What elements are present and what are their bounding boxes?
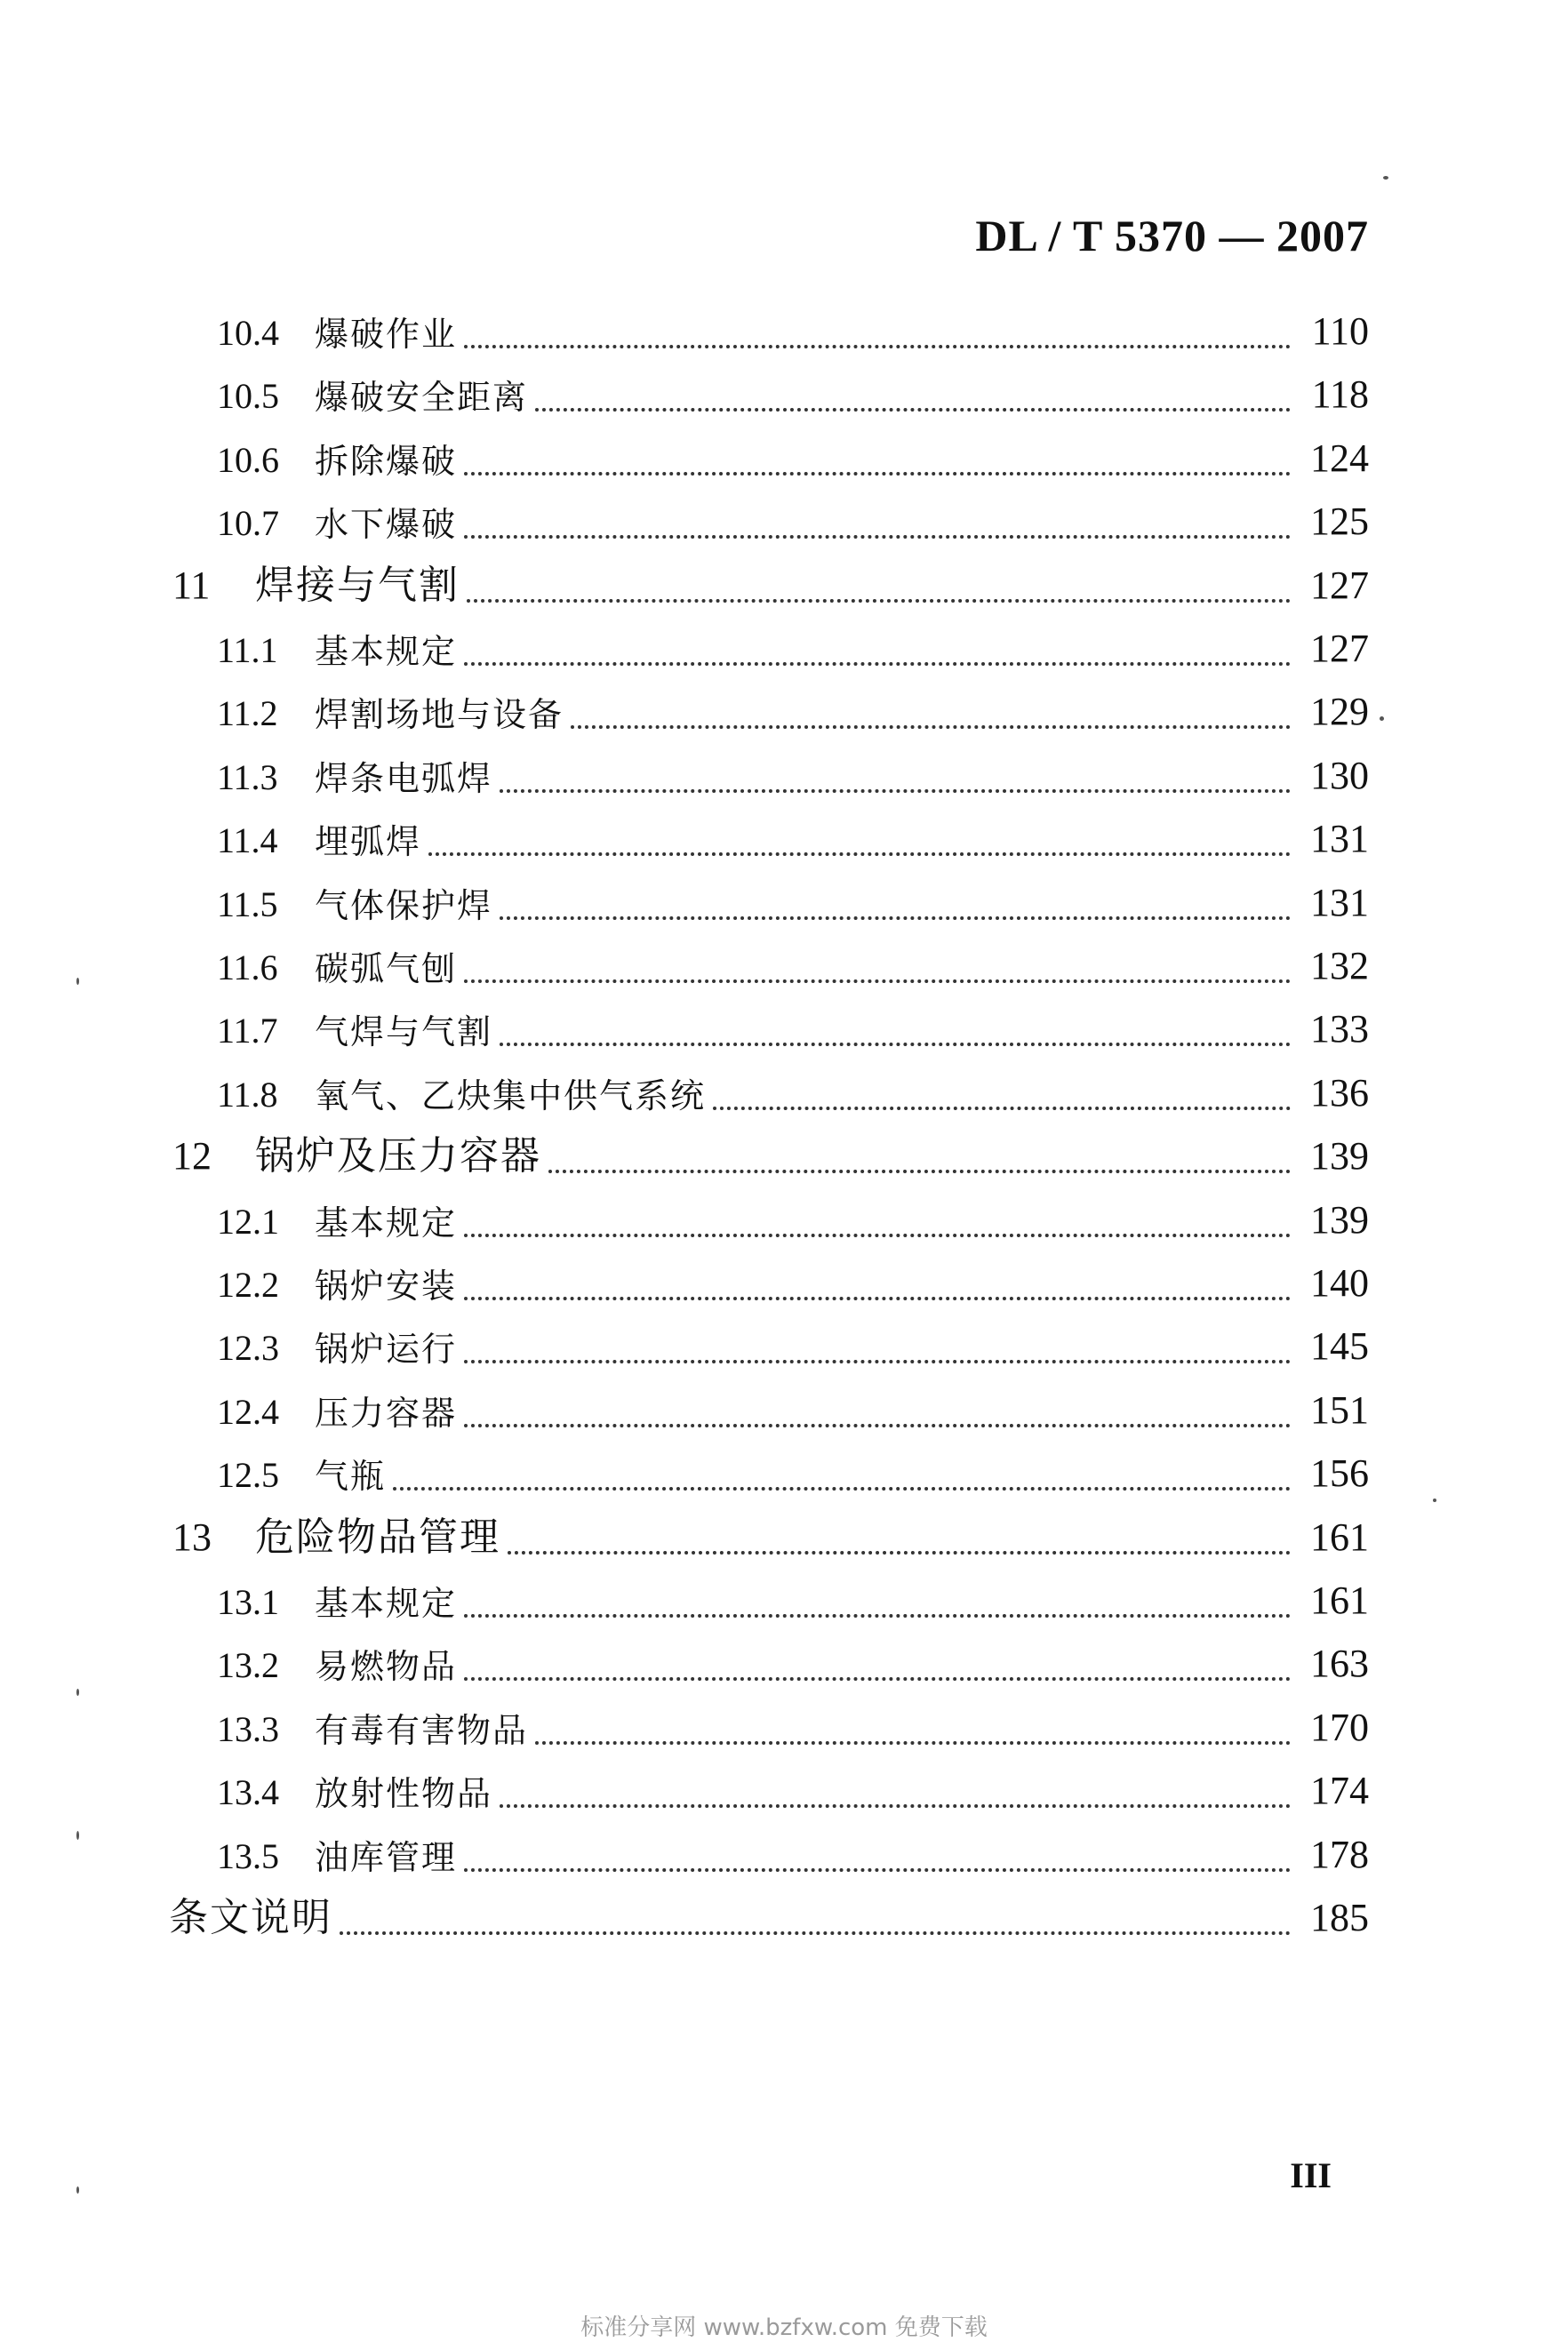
toc-entry-title: 焊接与气割 (255, 562, 460, 608)
toc-entry-number: 12.1 (217, 1201, 279, 1242)
scan-speck (1383, 176, 1388, 180)
toc-entry-number: 13.5 (217, 1835, 279, 1876)
toc-entry-number: 10.5 (217, 376, 279, 417)
toc-entry-page: 156 (1310, 1451, 1369, 1496)
toc-entry-title: 爆破作业 (315, 315, 458, 354)
toc-entry-number: 12.5 (217, 1455, 279, 1496)
toc-entry-number: 12.4 (217, 1391, 279, 1432)
toc-leader-dots (340, 1931, 1291, 1935)
toc-entry-page: 136 (1310, 1070, 1369, 1115)
toc-leader-dots (393, 1487, 1291, 1491)
scan-speck (1380, 716, 1384, 721)
toc-entry-title: 气焊与气割 (315, 1012, 493, 1052)
toc-entry-title: 埋弧焊 (315, 822, 422, 862)
toc-entry-page: 110 (1311, 309, 1369, 353)
toc-entry-number: 11.4 (217, 820, 278, 861)
toc-entry-number: 11.2 (217, 693, 278, 734)
toc-leader-dots (464, 662, 1291, 666)
toc-entry-title: 气瓶 (315, 1457, 387, 1497)
toc-entry-page: 127 (1310, 627, 1369, 670)
toc-entry[interactable] (0, 428, 1568, 490)
toc-entry[interactable] (0, 1570, 1568, 1632)
toc-entry-title: 有毒有害物品 (315, 1710, 529, 1750)
toc-entry-page: 131 (1310, 817, 1369, 861)
toc-entry[interactable] (0, 1697, 1568, 1759)
toc-entry[interactable] (0, 935, 1568, 997)
toc-entry-number: 11.1 (217, 630, 278, 670)
toc-entry[interactable] (0, 745, 1568, 807)
toc-leader-dots (535, 1741, 1291, 1745)
toc-entry-title: 锅炉安装 (315, 1267, 458, 1306)
toc-entry[interactable] (0, 1633, 1568, 1695)
toc-entry-title: 爆破安全距离 (315, 378, 529, 418)
toc-leader-dots (464, 1677, 1291, 1681)
scan-speck (76, 978, 79, 985)
toc-entry[interactable] (0, 1125, 1568, 1187)
toc-entry-page: 118 (1311, 372, 1369, 417)
toc-leader-dots (548, 1170, 1291, 1173)
scan-speck (76, 1689, 79, 1696)
toc-entry-number: 11.6 (217, 947, 278, 987)
toc-entry[interactable] (0, 998, 1568, 1060)
toc-entry-number: 13.2 (217, 1645, 279, 1686)
toc-entry-title: 水下爆破 (315, 505, 458, 545)
toc-entry-title: 焊割场地与设备 (315, 695, 564, 735)
toc-entry-title: 氧气、乙炔集中供气系统 (315, 1075, 707, 1115)
toc-entry[interactable] (0, 1252, 1568, 1315)
toc-entry-number: 13 (172, 1515, 212, 1559)
toc-leader-dots (464, 535, 1291, 539)
toc-entry-number: 11.3 (217, 756, 278, 797)
toc-entry-number: 13.1 (217, 1582, 279, 1622)
toc-entry-title: 易燃物品 (315, 1647, 458, 1687)
toc-entry-number: 12 (172, 1134, 212, 1179)
toc-entry-title: 油库管理 (315, 1837, 458, 1877)
toc-entry[interactable] (0, 681, 1568, 743)
toc-entry[interactable] (0, 808, 1568, 870)
toc-entry-title: 放射性物品 (315, 1774, 493, 1814)
toc-leader-dots (464, 1297, 1291, 1300)
toc-entry-page: 145 (1310, 1324, 1369, 1369)
toc-entry-number: 11.5 (217, 883, 278, 924)
toc-entry-page: 132 (1310, 944, 1369, 987)
toc-leader-dots (464, 979, 1291, 983)
toc-entry-number: 10.6 (217, 439, 279, 480)
toc-leader-dots (500, 789, 1291, 793)
toc-leader-dots (464, 1614, 1291, 1618)
toc-entry-title: 气体保护焊 (315, 885, 493, 925)
toc-entry-title: 条文说明 (169, 1895, 332, 1940)
toc-entry[interactable] (0, 1062, 1568, 1124)
toc-entry-title: 基本规定 (315, 1203, 458, 1243)
toc-leader-dots (464, 345, 1291, 348)
toc-entry[interactable] (0, 618, 1568, 680)
toc-entry-page: 131 (1310, 880, 1369, 924)
toc-entry-page: 161 (1310, 1515, 1369, 1559)
page-number: III (1290, 2155, 1332, 2195)
toc-leader-dots (508, 1551, 1291, 1555)
toc-leader-dots (713, 1107, 1291, 1110)
toc-entry-page: 151 (1310, 1387, 1369, 1432)
toc-entry-title: 危险物品管理 (255, 1514, 500, 1560)
toc-entry-page: 163 (1310, 1642, 1369, 1686)
toc-entry-page: 178 (1310, 1832, 1369, 1876)
toc-entry-number: 13.4 (217, 1772, 279, 1813)
toc-entry[interactable] (0, 491, 1568, 553)
toc-entry[interactable] (0, 555, 1568, 617)
toc-leader-dots (500, 916, 1291, 920)
toc-leader-dots (428, 852, 1291, 856)
toc-entry-title: 锅炉及压力容器 (255, 1133, 541, 1179)
toc-entry[interactable] (0, 300, 1568, 363)
toc-entry-title: 拆除爆破 (315, 441, 458, 481)
toc-entry-page: 124 (1310, 436, 1369, 480)
toc-entry-page: 185 (1310, 1896, 1369, 1939)
document-code: DL / T 5370 — 2007 (975, 211, 1369, 260)
toc-entry[interactable] (0, 1189, 1568, 1251)
toc-entry-title: 焊条电弧焊 (315, 758, 493, 798)
toc-leader-dots (467, 599, 1291, 603)
toc-entry-page: 174 (1310, 1769, 1369, 1813)
toc-leader-dots (535, 408, 1291, 412)
toc-leader-dots (464, 1234, 1291, 1237)
toc-entry-title: 基本规定 (315, 632, 458, 671)
toc-entry-page: 127 (1310, 563, 1369, 607)
scan-speck (76, 2186, 79, 2194)
toc-leader-dots (464, 1868, 1291, 1872)
toc-entry-number: 11 (172, 563, 211, 607)
toc-entry-number: 11.8 (217, 1074, 278, 1115)
toc-entry-page: 125 (1310, 500, 1369, 544)
toc-entry-page: 170 (1310, 1705, 1369, 1749)
toc-entry[interactable] (0, 1760, 1568, 1822)
toc-entry-page: 130 (1310, 753, 1369, 797)
scan-speck (76, 1831, 79, 1840)
toc-entry[interactable] (0, 1315, 1568, 1378)
toc-entry-page: 140 (1310, 1261, 1369, 1305)
toc-entry[interactable] (0, 1443, 1568, 1505)
toc-entry[interactable] (0, 364, 1568, 426)
toc-leader-dots (500, 1804, 1291, 1808)
toc-entry-page: 129 (1310, 690, 1369, 734)
toc-entry-title: 压力容器 (315, 1393, 458, 1433)
toc-leader-dots (500, 1043, 1291, 1046)
toc-leader-dots (464, 472, 1291, 476)
toc-entry-page: 139 (1310, 1134, 1369, 1179)
watermark-text: 标准分享网 www.bzfxw.com 免费下载 (580, 2314, 988, 2341)
toc-entry-number: 10.7 (217, 503, 279, 544)
toc-entry[interactable] (0, 1887, 1568, 1949)
toc-entry-page: 133 (1310, 1007, 1369, 1051)
toc-entry-number: 10.4 (217, 313, 279, 353)
toc-entry-title: 碳弧气刨 (315, 949, 458, 988)
toc-leader-dots (464, 1424, 1291, 1427)
toc-entry-number: 12.3 (217, 1328, 279, 1369)
toc-entry[interactable] (0, 1507, 1568, 1569)
toc-entry-number: 11.7 (217, 1011, 278, 1051)
toc-entry-page: 161 (1310, 1579, 1369, 1622)
scan-speck (1433, 1499, 1436, 1502)
toc-leader-dots (464, 1360, 1291, 1363)
toc-entry-title: 锅炉运行 (315, 1330, 458, 1370)
toc-leader-dots (571, 725, 1291, 729)
toc-entry-number: 12.2 (217, 1265, 279, 1305)
toc-entry[interactable] (0, 1379, 1568, 1442)
toc-entry-page: 139 (1310, 1197, 1369, 1242)
toc-entry-number: 13.3 (217, 1708, 279, 1749)
toc-entry-title: 基本规定 (315, 1584, 458, 1623)
toc-entry[interactable] (0, 872, 1568, 934)
toc-entry[interactable] (0, 1824, 1568, 1886)
